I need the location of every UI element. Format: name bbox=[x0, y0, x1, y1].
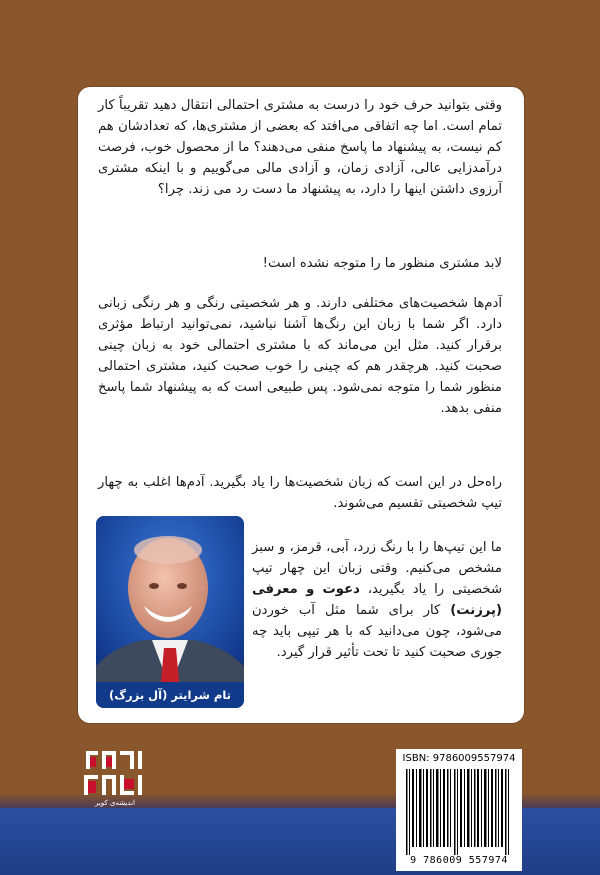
paragraph-colors bbox=[252, 537, 502, 663]
barcode-bars bbox=[404, 769, 514, 855]
isbn-barcode bbox=[396, 749, 522, 871]
author-photo bbox=[96, 516, 244, 708]
back-cover-text-card bbox=[78, 87, 524, 723]
colors-text-part2: کار برای شما مثل آب خوردن می‌شود، چون می‌دانید که با هر تیپی باید چه جوری صحبت کنید تا تحت تأثیر قرار گیرد. bbox=[252, 603, 502, 660]
author-caption: تام شرایتر (آل بزرگ) bbox=[96, 682, 244, 708]
colors-text-part1: ما این تیپ‌ها را با رنگ زرد، آبی، قرمز، و سبز مشخص می‌کنیم. وقتی زبان این چهار تیپ شخصیتی را یاد بگیرید، bbox=[252, 540, 502, 597]
publisher-logo-mark bbox=[80, 747, 150, 809]
isbn-label: ISBN: 9786009557974 bbox=[402, 753, 516, 764]
publisher-logo bbox=[80, 747, 150, 809]
invite-present-emphasis: دعوت و معرفی (پرزنت) bbox=[252, 582, 502, 618]
paragraph-personalities: آدم‌ها شخصیت‌های مختلفی دارند. و هر شخصیتی رنگی و هر رنگی زبانی دارد. اگر شما با زبان این رنگ‌ها آشنا نباشید، نمی‌توانید ارتباط مؤثری برقرار کنید. مثل این می‌ماند که با مشتری احتمالی خود به زبان چینی صحبت کنید. هرچقدر هم که چینی را خوب صحبت کنید، مشتری احتمالی منظور شما را متوجه نمی‌شود. پس طبیعی است که به پیشنهاد شما پاسخ منفی بدهد. bbox=[98, 296, 502, 416]
publisher-logo-text: اندیشه‌ی کویر bbox=[95, 799, 135, 807]
paragraph-misunderstood: لابد مشتری منظور ما را متوجه نشده است! bbox=[262, 256, 502, 271]
author-portrait bbox=[96, 516, 244, 708]
paragraph-solution: راه‌حل در این است که زبان شخصیت‌ها را یاد بگیرید. آدم‌ها اغلب به چهار تیپ شخصیتی تقسیم می‌شوند. bbox=[98, 475, 502, 511]
isbn-number: 9 786009 557974 bbox=[410, 855, 508, 866]
paragraph-intro: وقتی بتوانید حرف خود را درست به مشتری احتمالی انتقال دهید تقریباً کار تمام است. اما چه اتفاقی می‌افتد که بعضی از مشتری‌ها، که تعدادشان هم کم نیست، به پیشنهاد ما پاسخ منفی می‌دهند؟ ما از محصول خوب، فرصت درآمدزایی عالی، آزادی زمان، و آزادی مالی می‌گوییم و با اینکه مشتری آرزوی داشتن اینها را دارد، به پیشنهاد ما دست رد می زند. چرا؟ bbox=[98, 98, 502, 197]
